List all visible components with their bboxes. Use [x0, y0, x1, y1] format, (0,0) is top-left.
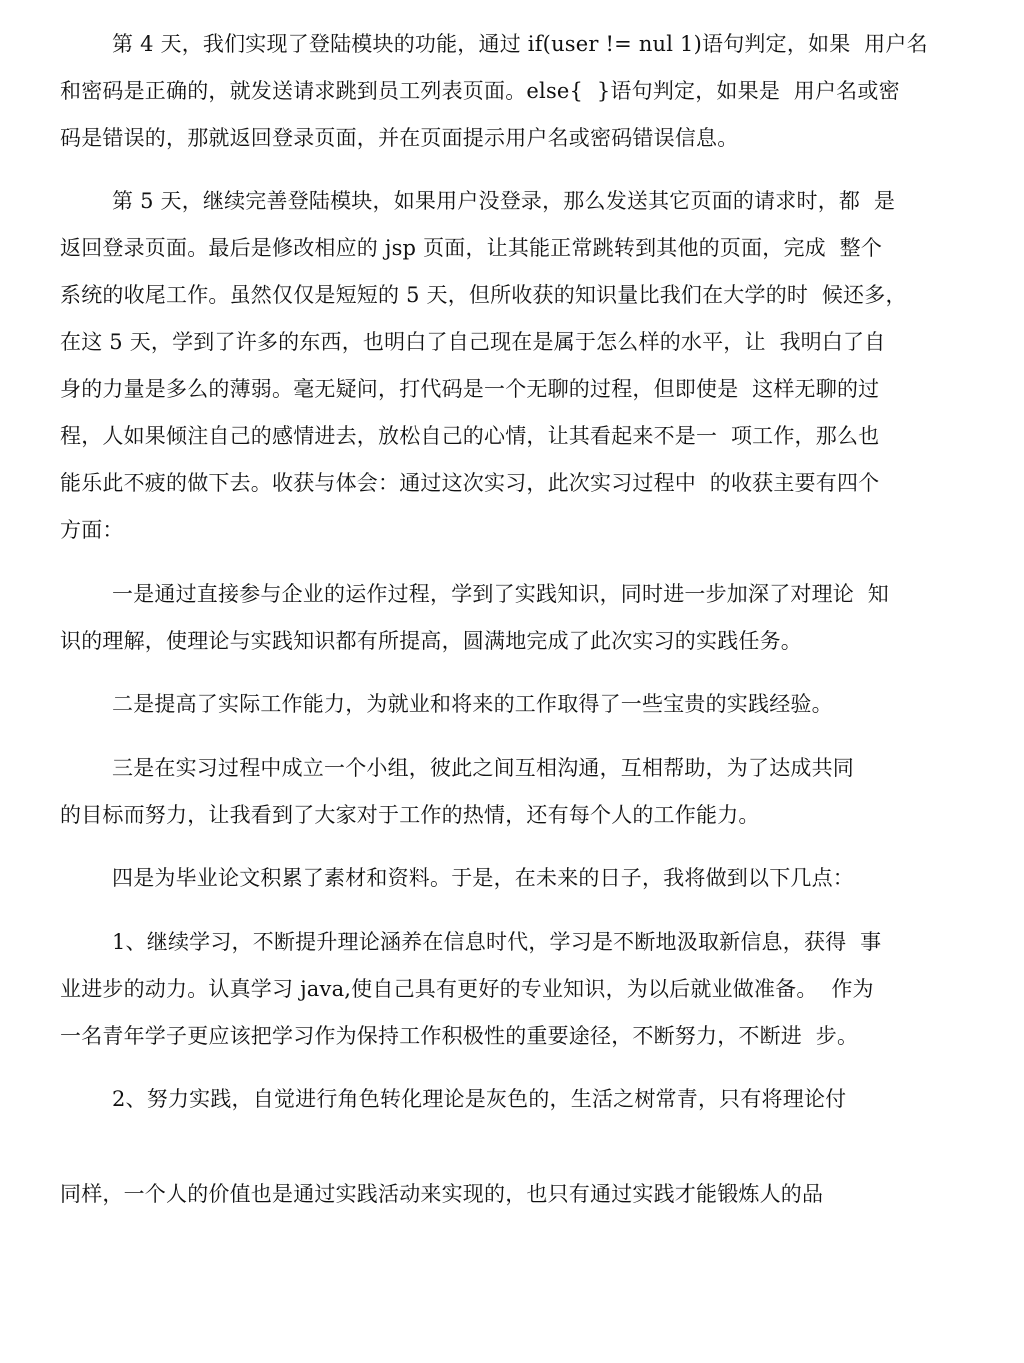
text-line: 方面：: [60, 518, 124, 542]
text-line: 2、努力实践，自觉进行角色转化理论是灰色的，生活之树常青，只有将理论付: [112, 1087, 847, 1111]
text-line: 同样，一个人的价值也是通过实践活动来实现的，也只有通过实践才能锻炼人的品: [60, 1182, 824, 1206]
text-line: 业进步的动力。认真学习 java,使自己具有更好的专业知识，为以后就业做准备。 作为: [60, 977, 874, 1001]
text-line: 和密码是正确的，就发送请求跳到员工列表页面。else{ }语句判定，如果是 用户名或密: [60, 79, 900, 103]
text-line: 一是通过直接参与企业的运作过程，学到了实践知识，同时进一步加深了对理论 知: [112, 582, 889, 606]
text-line: 程，人如果倾注自己的感情进去，放松自己的心情，让其看起来不是一 项工作，那么也: [60, 424, 880, 448]
text-line: 识的理解，使理论与实践知识都有所提高，圆满地完成了此次实习的实践任务。: [60, 629, 802, 653]
text-line: 身的力量是多么的薄弱。毫无疑问，打代码是一个无聊的过程，但即使是 这样无聊的过: [60, 377, 880, 401]
text-line: 第 5 天，继续完善登陆模块，如果用户没登录，那么发送其它页面的请求时，都 是: [112, 189, 896, 213]
text-line: 能乐此不疲的做下去。收获与体会：通过这次实习，此次实习过程中 的收获主要有四个: [60, 471, 880, 495]
text-line: 一名青年学子更应该把学习作为保持工作积极性的重要途径，不断努力，不断进 步。: [60, 1024, 859, 1048]
text-line: 的目标而努力，让我看到了大家对于工作的热情，还有每个人的工作能力。: [60, 803, 760, 827]
text-line: 返回登录页面。最后是修改相应的 jsp 页面，让其能正常跳转到其他的页面，完成 整个: [60, 236, 883, 260]
text-line: 系统的收尾工作。虽然仅仅是短短的 5 天，但所收获的知识量比我们在大学的时 候还多，: [60, 283, 907, 307]
text-line: 1、继续学习，不断提升理论涵养在信息时代，学习是不断地汲取新信息，获得 事: [112, 930, 882, 954]
text-line: 在这 5 天，学到了许多的东西，也明白了自己现在是属于怎么样的水平，让 我明白了自: [60, 330, 886, 354]
text-line: 三是在实习过程中成立一个小组，彼此之间互相沟通，互相帮助，为了达成共同: [112, 756, 854, 780]
text-line: 二是提高了实际工作能力，为就业和将来的工作取得了一些宝贵的实践经验。: [112, 692, 833, 716]
text-line: 第 4 天，我们实现了登陆模块的功能，通过 if(user != nul 1)语句判定，如果 用户名: [112, 32, 928, 56]
text-line: 码是错误的，那就返回登录页面，并在页面提示用户名或密码错误信息。: [60, 126, 739, 150]
text-line: 四是为毕业论文积累了素材和资料。于是，在未来的日子，我将做到以下几点：: [112, 866, 854, 890]
